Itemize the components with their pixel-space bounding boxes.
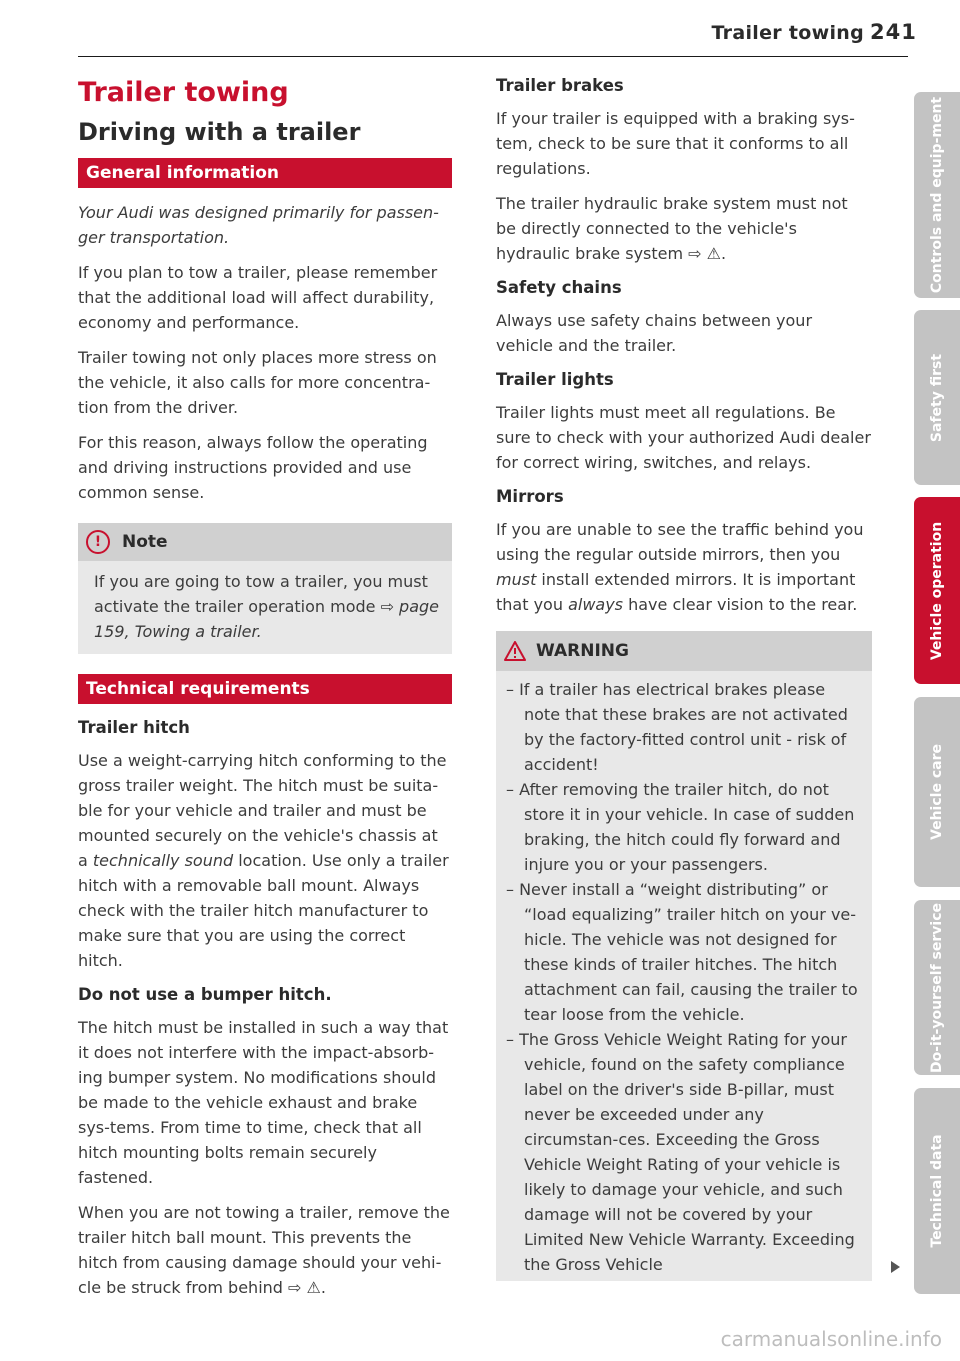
mirrors-text-2: install extended mirrors. It is important that you: [496, 570, 856, 614]
section-title: Driving with a trailer: [78, 118, 361, 146]
note-text: [94, 569, 444, 644]
warning-triangle-icon: [504, 641, 526, 661]
paragraph: Always use safety chains between your vehicle and the trailer.: [496, 311, 813, 355]
header-rule: [78, 56, 908, 57]
tab-label: Technical data: [929, 1134, 945, 1248]
subheading-safety-chains: Safety chains: [496, 278, 622, 297]
tab-controls-and-equipment[interactable]: [914, 92, 960, 298]
warning-item: – The Gross Vehicle Weight Rating for your vehicle, found on the safety compliance label on the driver's side B-pillar, must never be exceeded under any circumstan-ces. Exceeding the Gross Vehicle Weight Rating of your vehicle is likely to damage your vehicle, and such damage will not be covered by your Limited New Vehicle Warranty. Exceeding the Gross Vehicle: [506, 1030, 855, 1274]
paragraph: If you plan to tow a trailer, please remember that the additional load will affect durability, economy and performance.: [78, 263, 438, 332]
note-header: [78, 523, 452, 561]
page-number: 241: [870, 20, 917, 44]
info-icon: !: [86, 530, 110, 554]
mirrors-emphasis-must: must: [496, 570, 537, 589]
paragraph: If your trailer is equipped with a braking sys-tem, check to be sure that it conforms to all regulations.: [496, 109, 855, 178]
paragraph: For this reason, always follow the operating and driving instructions provided and use common sense.: [78, 433, 428, 502]
warning-box: [496, 631, 872, 1281]
subheading-mirrors: Mirrors: [496, 487, 564, 506]
hitch-text-2: location. Use only a trailer hitch with a removable ball mount. Always check with the trailer hitch manufacturer to make sure that you are using the correct hitch.: [78, 851, 449, 970]
note-body: [78, 561, 452, 654]
paragraph: The hitch must be installed in such a way that it does not interfere with the impact-absorb-ing bumper system. No modifications should be made to the vehicle exhaust and brake sys-tems. From time to time, check that all hitch mounting bolts remain securely fastened.: [78, 1018, 449, 1187]
note-page-reference[interactable]: ⇨ page 159, Towing a trailer.: [94, 597, 440, 641]
paragraph: The trailer hydraulic brake system must not be directly connected to the vehicle's hydraulic brake system ⇨ ⚠.: [496, 194, 848, 263]
tab-label: Do-it-yourself service: [929, 902, 945, 1073]
tab-label: Vehicle operation: [929, 521, 945, 660]
warning-label: WARNING: [536, 641, 629, 661]
warning-item: – Never install a “weight distributing” or “load equalizing” trailer hitch on your ve-hicle. The vehicle was not designed for these kinds of trailer hitches. The hitch attachment can fail, causing the trailer to tear loose from the vehicle.: [506, 880, 858, 1024]
tab-vehicle-care[interactable]: [914, 697, 960, 887]
warning-header: [496, 631, 872, 671]
tab-label: Vehicle care: [929, 744, 945, 840]
mirrors-emphasis-always: always: [568, 595, 624, 614]
warning-list: [506, 677, 862, 1277]
hitch-emphasis: technically sound: [92, 851, 234, 870]
subheading-trailer-hitch: Trailer hitch: [78, 718, 190, 737]
subheading-trailer-lights: Trailer lights: [496, 370, 614, 389]
warning-item: – After removing the trailer hitch, do not store it in your vehicle. In case of sudden braking, the hitch could fly forward and injure you or your passengers.: [506, 780, 855, 874]
tab-label: Safety first: [929, 353, 945, 442]
tab-do-it-yourself-service[interactable]: [914, 900, 960, 1075]
section-bar-general-information: General information: [78, 158, 452, 188]
warning-item: – If a trailer has electrical brakes please note that these brakes are not activated by the factory-fitted control unit - risk of accident!: [506, 680, 848, 774]
paragraph: When you are not towing a trailer, remove the trailer hitch ball mount. This prevents the hitch from causing damage should your vehi-cle be struck from behind ⇨ ⚠.: [78, 1203, 450, 1297]
note-text-1: If you are going to tow a trailer, you must activate the trailer operation mode: [94, 572, 428, 616]
tab-technical-data[interactable]: [914, 1088, 960, 1294]
note-box: [78, 523, 452, 654]
mirrors-text-1: If you are unable to see the traffic behind you using the regular outside mirrors, then you: [496, 520, 864, 564]
subheading-trailer-brakes: Trailer brakes: [496, 76, 624, 95]
watermark: carmanualsonline.info: [720, 1327, 942, 1351]
paragraph: Trailer towing not only places more stress on the vehicle, it also calls for more concentra-tion from the driver.: [78, 348, 437, 417]
right-column: [496, 72, 872, 1281]
continue-arrow-icon: [891, 1261, 900, 1273]
tab-safety-first[interactable]: [914, 310, 960, 485]
hitch-text-1: Use a weight-carrying hitch conforming to the gross trailer weight. The hitch must be suita-ble for your vehicle and trailer and must be mounted securely on the vehicle's chassis at a: [78, 751, 447, 870]
paragraph: [78, 748, 452, 973]
tab-vehicle-operation[interactable]: [914, 497, 960, 684]
warning-body: [496, 671, 872, 1281]
running-header-title: Trailer towing: [711, 22, 864, 44]
tab-label: Controls and equip-ment: [929, 96, 945, 294]
mirrors-text-3: have clear vision to the rear.: [623, 595, 858, 614]
section-bar-technical-requirements: Technical requirements: [78, 674, 452, 704]
note-label: Note: [122, 532, 168, 552]
subheading-bumper-hitch: Do not use a bumper hitch.: [78, 985, 332, 1004]
paragraph: Trailer lights must meet all regulations. Be sure to check with your authorized Audi dealer for correct wiring, switches, and relays.: [496, 403, 871, 472]
paragraph: [496, 517, 872, 617]
intro-paragraph: Your Audi was designed primarily for passen-ger transportation.: [78, 203, 439, 247]
chapter-title: Trailer towing: [78, 77, 289, 108]
left-column: [78, 72, 452, 1310]
